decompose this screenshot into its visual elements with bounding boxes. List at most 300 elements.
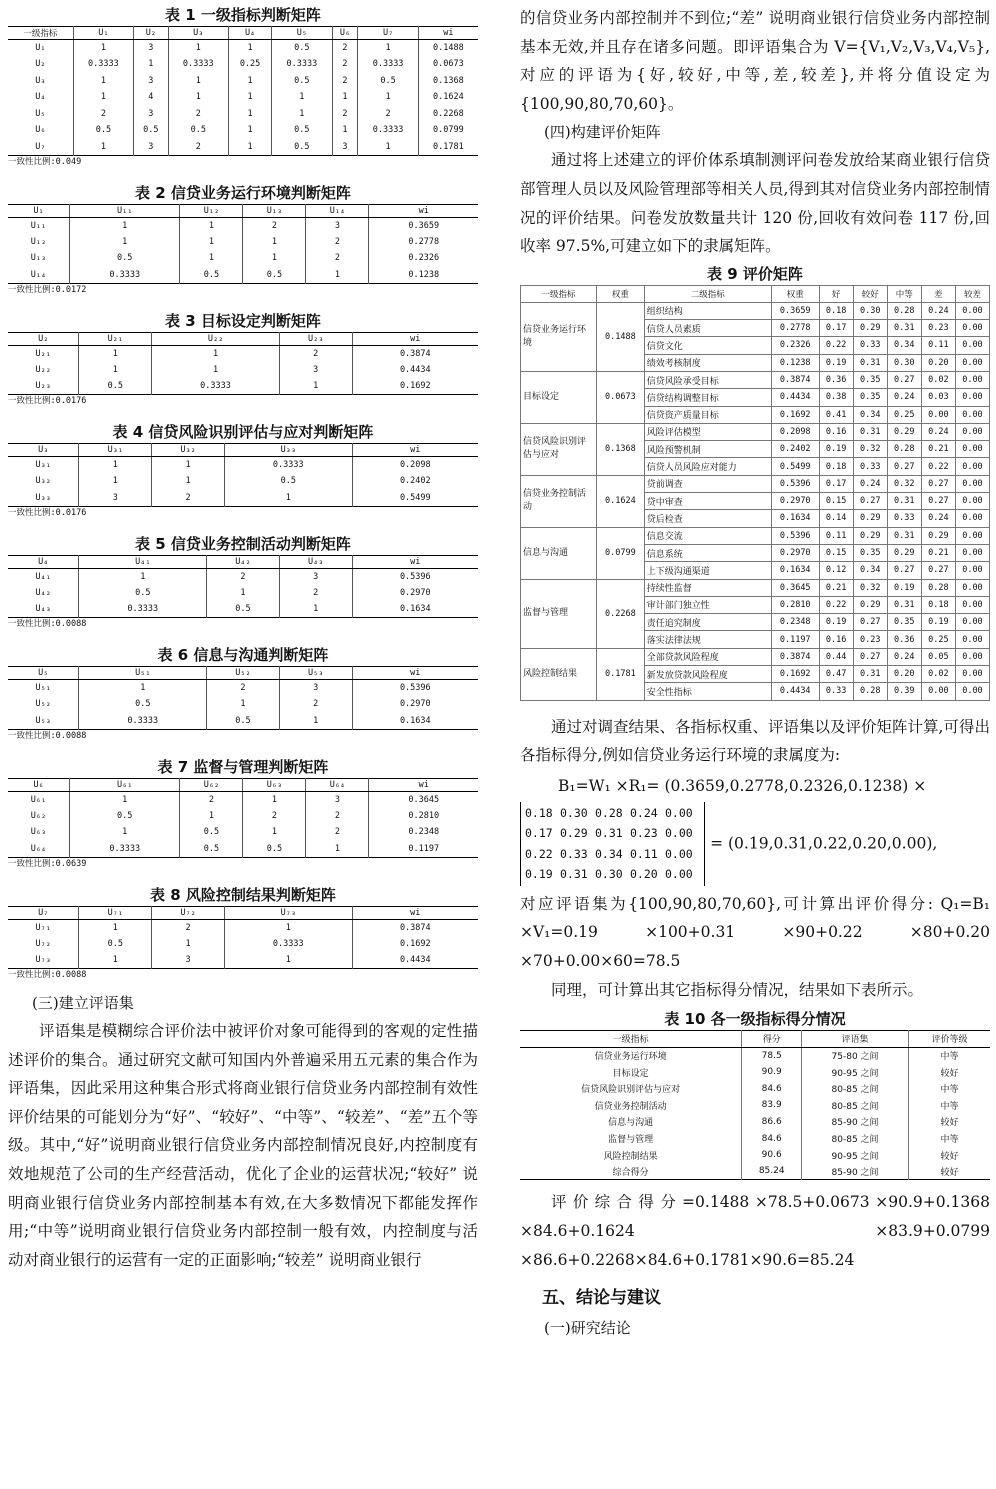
- matrix-cell: 0.23: [630, 826, 658, 841]
- table-cell: 0.33: [853, 337, 887, 354]
- table-cell: 0.00: [955, 302, 989, 319]
- table-cell: 0.20: [887, 665, 921, 682]
- matrix-cell: 0.29: [560, 826, 588, 841]
- table-cell: 2: [207, 568, 280, 585]
- table-5-judgment-matrix: [8, 555, 478, 619]
- primary-indicator: 监督与管理: [521, 579, 597, 648]
- table-cell: 2: [207, 680, 280, 697]
- table-cell: 2: [168, 139, 228, 156]
- table-cell: 1: [69, 234, 180, 251]
- secondary-indicator: 新发放贷款风险程度: [644, 665, 771, 682]
- table-2-title: 表 2 信贷业务运行环境判断矩阵: [135, 183, 351, 202]
- table-cell: 0.1488: [418, 40, 478, 57]
- table-cell: U₁₄: [30, 269, 47, 280]
- table-cell: 0.18: [921, 596, 955, 613]
- table-row: [8, 919, 478, 936]
- table-cell: 0.4434: [771, 683, 819, 700]
- table-cell: 1: [332, 122, 358, 139]
- table-cell: 0.12: [819, 562, 853, 579]
- matrix-cell: 0.11: [630, 846, 658, 861]
- table-cell: U₁: [35, 43, 46, 53]
- table-cell: 1: [152, 473, 225, 490]
- table-cell: 0.5: [79, 696, 207, 713]
- column-header: 评价等级: [909, 1031, 990, 1048]
- table-cell: 1: [79, 952, 152, 969]
- table-cell: 80-85 之间: [802, 1097, 909, 1114]
- table-cell: 0.27: [887, 562, 921, 579]
- table-cell: 1: [224, 952, 352, 969]
- table-cell: 0.29: [853, 320, 887, 337]
- column-header: U₃₂: [152, 444, 225, 457]
- table-cell: 0.5: [243, 841, 306, 858]
- table-cell: 0.2402: [771, 441, 819, 458]
- table-header-row: [8, 778, 478, 791]
- table-cell: 0.1634: [771, 562, 819, 579]
- table-row: [8, 122, 478, 139]
- table-cell: U₂₁: [35, 348, 51, 359]
- table-cell: 0.3333: [69, 841, 180, 858]
- table-row: [8, 808, 478, 825]
- primary-indicator: 风险控制结果: [521, 648, 597, 700]
- table-cell: 1: [229, 122, 272, 139]
- table-cell: 0.5396: [771, 527, 819, 544]
- table-cell: 3: [134, 73, 168, 90]
- table-cell: 0.35: [853, 371, 887, 388]
- table-4-title: 表 4 信贷风险识别评估与应对判断矩阵: [112, 423, 374, 441]
- table-cell: U₁₂: [30, 236, 47, 247]
- table-cell: 2: [168, 106, 228, 123]
- primary-weight: 0.2268: [597, 579, 645, 648]
- table-cell: 0.00: [955, 631, 989, 648]
- table-cell: 0.5: [180, 841, 243, 858]
- table-cell: 0.3333: [358, 122, 418, 139]
- table-cell: U₃: [35, 75, 46, 86]
- column-header: 得分: [742, 1031, 802, 1048]
- table-10-scores: [520, 1030, 990, 1180]
- table-8-judgment-matrix: [8, 906, 478, 970]
- table-cell: 0.0799: [418, 122, 478, 139]
- table-cell: 0.5: [79, 378, 152, 395]
- table-cell: U₇₁: [35, 922, 51, 933]
- column-header: U₁₃: [243, 204, 306, 217]
- table-row: [8, 345, 478, 362]
- consistency-ratio: 一致性比例:0.0088: [8, 730, 87, 741]
- table-cell: 0.29: [887, 544, 921, 561]
- table-cell: 0.22: [921, 458, 955, 475]
- table-row: [8, 40, 478, 57]
- table-cell: 0.30: [887, 354, 921, 371]
- column-header: U₅₃: [279, 667, 352, 680]
- table-cell: 1: [79, 457, 152, 474]
- column-header: 中等: [887, 285, 921, 302]
- table-cell: 0.19: [887, 579, 921, 596]
- table-cell: 0.5: [69, 250, 180, 267]
- table-cell: 0.2326: [369, 250, 478, 267]
- table-cell: 0.2268: [418, 106, 478, 123]
- table-cell: 0.33: [819, 683, 853, 700]
- table-cell: 信息与沟通: [608, 1118, 654, 1129]
- table-cell: 85-90 之间: [802, 1163, 909, 1180]
- table-cell: 0.1197: [369, 841, 478, 858]
- table-cell: 0.1634: [352, 713, 478, 730]
- matrix-cell: 0.00: [665, 867, 693, 882]
- matrix-cell: 0.31: [560, 867, 588, 882]
- table-2-judgment-matrix: [8, 204, 478, 284]
- secondary-indicator: 贷后检查: [644, 510, 771, 527]
- column-header: wi: [418, 27, 478, 40]
- table-cell: 0.5: [272, 139, 332, 156]
- table-cell: 0.1634: [771, 510, 819, 527]
- table-cell: 0.35: [853, 389, 887, 406]
- primary-weight: 0.1781: [597, 648, 645, 700]
- table-cell: 3: [79, 490, 152, 507]
- paragraph-total-score: 评 价 综 合 得 分 =0.1488 ×78.5+0.0673 ×90.9+0.1368 ×84.6+0.1624 ×83.9+0.0799 ×86.6+0.2268×84.6+0.1781×90.6=85.24: [520, 1193, 990, 1269]
- matrix-cell: 0.34: [595, 846, 623, 861]
- column-header: wi: [369, 204, 478, 217]
- table-row: [8, 841, 478, 858]
- table-cell: 3: [332, 139, 358, 156]
- secondary-indicator: 信贷人员素质: [644, 320, 771, 337]
- matrix-cell: 0.00: [665, 826, 693, 841]
- table-cell: 90.6: [742, 1147, 802, 1164]
- formula-matrix-row: [520, 802, 990, 886]
- table-cell: 80-85 之间: [802, 1080, 909, 1097]
- table-cell: 0.27: [921, 475, 955, 492]
- paragraph-eval-levels-cont: 的信贷业务内部控制并不到位;“差” 说明商业银行信贷业务内部控制基本无效,并且存在诸多问题。即评语集合为 V={V₁,V₂,V₃,V₄,V₅},对应的评语为{好,较好,中等,差,较差},并将分值设定为{100,90,80,70,60}。: [520, 9, 990, 113]
- table-cell: 0.33: [853, 458, 887, 475]
- table-cell: 0.2970: [352, 585, 478, 602]
- secondary-indicator: 绩效考核制度: [644, 354, 771, 371]
- table-cell: 0.20: [921, 354, 955, 371]
- table-cell: 1: [152, 345, 280, 362]
- table-cell: 0.22: [819, 596, 853, 613]
- table-cell: 0.5: [272, 73, 332, 90]
- table-cell: 0.16: [819, 423, 853, 440]
- table-cell: 0.5: [224, 473, 352, 490]
- table-cell: 1: [306, 267, 369, 284]
- table-cell: 较好: [909, 1064, 990, 1081]
- matrix-cell: 0.30: [560, 805, 588, 820]
- table-row: [8, 56, 478, 73]
- column-header: U₂: [134, 27, 168, 40]
- consistency-ratio: 一致性比例:0.049: [8, 156, 82, 167]
- column-header: U₃: [168, 27, 228, 40]
- table-header-row: [8, 444, 478, 457]
- table-cell: 1: [152, 362, 280, 379]
- table-header-row: [521, 285, 990, 302]
- table-cell: U₂: [35, 59, 46, 70]
- table-cell: 1: [168, 89, 228, 106]
- table-cell: 0.16: [819, 631, 853, 648]
- table-cell: 0.35: [853, 544, 887, 561]
- table-cell: 1: [358, 89, 418, 106]
- secondary-indicator: 风险预警机制: [644, 441, 771, 458]
- table-cell: 信贷业务运行环境: [594, 1052, 667, 1063]
- table-header-row: [8, 906, 478, 919]
- table-cell: 1: [224, 919, 352, 936]
- table-cell: 1: [358, 139, 418, 156]
- column-header: U₆: [332, 27, 358, 40]
- table-cell: 3: [279, 680, 352, 697]
- table-row: [8, 713, 478, 730]
- table-row: [520, 1130, 990, 1147]
- column-header: U₆₃: [243, 778, 306, 791]
- table-row: [8, 568, 478, 585]
- table-3-judgment-matrix: [8, 332, 478, 396]
- table-cell: 0.03: [921, 389, 955, 406]
- table-cell: 0.31: [853, 354, 887, 371]
- consistency-ratio: 一致性比例:0.0088: [8, 619, 87, 629]
- table-cell: 1: [272, 106, 332, 123]
- table-cell: 90-95 之间: [802, 1147, 909, 1164]
- section-3-title: (三)建立评语集: [32, 994, 134, 1012]
- section-4-title: (四)构建评价矩阵: [544, 123, 661, 142]
- column-header: U₇₃: [224, 906, 352, 919]
- table-cell: 较好: [909, 1114, 990, 1131]
- table-cell: 0.31: [887, 493, 921, 510]
- matrix-cell: 0.22: [525, 846, 553, 861]
- column-header: U₄: [229, 27, 272, 40]
- paragraph-calculation: 通过对调查结果、各指标权重、评语集以及评价矩阵计算,可得出各指标得分,例如信贷业务运行环境的隶属度为:: [520, 717, 990, 765]
- column-header: U₄: [8, 555, 79, 568]
- table-cell: U₆₁: [30, 794, 47, 805]
- table-cell: 中等: [909, 1080, 990, 1097]
- table-1-judgment-matrix: [8, 26, 478, 156]
- column-header: U₆₂: [180, 778, 243, 791]
- matrix-cell: 0.33: [560, 846, 588, 861]
- table-cell: 1: [73, 73, 133, 90]
- membership-matrix-r1: [520, 802, 705, 886]
- table-4-judgment-matrix: [8, 443, 478, 507]
- column-header: wi: [369, 778, 478, 791]
- table-cell: U₄: [35, 92, 46, 103]
- table-cell: 0.30: [853, 302, 887, 319]
- table-cell: 4: [134, 89, 168, 106]
- table-cell: 0.00: [921, 683, 955, 700]
- table-row: [521, 527, 990, 544]
- table-cell: 0.5: [207, 713, 280, 730]
- column-header: wi: [352, 906, 478, 919]
- table-cell: 0.5: [79, 936, 152, 953]
- table-cell: 1: [243, 791, 306, 808]
- table-cell: 0.25: [921, 631, 955, 648]
- table-cell: U₂₂: [35, 364, 51, 375]
- column-header: U₆: [8, 778, 69, 791]
- table-cell: 0.11: [819, 527, 853, 544]
- table-cell: 0.41: [819, 406, 853, 423]
- table-9-title: 表 9 评价矩阵: [707, 264, 803, 283]
- table-cell: 0.24: [921, 423, 955, 440]
- primary-weight: 0.0673: [597, 371, 645, 423]
- table-cell: 0.5: [134, 122, 168, 139]
- table-row: [520, 1080, 990, 1097]
- secondary-indicator: 风险评估模型: [644, 423, 771, 440]
- matrix-cell: 0.00: [665, 805, 693, 820]
- table-cell: 1: [134, 56, 168, 73]
- table-cell: 监督与管理: [608, 1135, 654, 1145]
- table-cell: 0.29: [921, 527, 955, 544]
- table-row: [8, 250, 478, 267]
- matrix-row: [525, 864, 700, 885]
- table-cell: 信贷风险识别评估与应对: [581, 1085, 681, 1096]
- table-row: [520, 1147, 990, 1164]
- table-cell: 0.00: [955, 579, 989, 596]
- table-cell: 0.21: [819, 579, 853, 596]
- table-cell: 0.3645: [369, 791, 478, 808]
- table-cell: U₅₁: [35, 683, 51, 693]
- table-cell: 0.1624: [418, 89, 478, 106]
- secondary-indicator: 贷前调查: [644, 475, 771, 492]
- table-cell: 0.24: [921, 510, 955, 527]
- matrix-row: [525, 803, 700, 824]
- table-cell: 0.2970: [771, 544, 819, 561]
- table-cell: U₆₄: [30, 843, 47, 854]
- matrix-cell: 0.00: [665, 846, 693, 861]
- table-cell: 0.27: [921, 562, 955, 579]
- table-cell: 0.28: [853, 683, 887, 700]
- table-cell: 0.00: [955, 648, 989, 665]
- table-cell: 0.4434: [771, 389, 819, 406]
- table-cell: 0.5: [243, 267, 306, 284]
- table-cell: 中等: [909, 1130, 990, 1147]
- table-cell: 0.3333: [79, 713, 207, 730]
- table-8-title: 表 8 风险控制结果判断矩阵: [150, 885, 336, 904]
- table-cell: 0.17: [819, 475, 853, 492]
- table-cell: 0.5: [168, 122, 228, 139]
- table-cell: 0.00: [955, 683, 989, 700]
- table-cell: 2: [279, 345, 352, 362]
- table-cell: 0.4434: [352, 952, 478, 969]
- secondary-indicator: 信息系统: [644, 544, 771, 561]
- table-cell: 1: [180, 250, 243, 267]
- table-cell: 0.33: [887, 510, 921, 527]
- column-header: 一级指标: [520, 1031, 742, 1048]
- table-cell: 0.3659: [369, 217, 478, 234]
- table-cell: 较好: [909, 1163, 990, 1180]
- table-cell: 0.36: [819, 371, 853, 388]
- table-cell: 0.00: [955, 544, 989, 561]
- table-cell: 0.3333: [272, 56, 332, 73]
- table-cell: 1: [73, 89, 133, 106]
- table-row: [8, 601, 478, 618]
- table-row: [520, 1097, 990, 1114]
- table-cell: 0.3659: [771, 302, 819, 319]
- table-cell: 中等: [909, 1097, 990, 1114]
- table-cell: 0.17: [819, 320, 853, 337]
- table-cell: U₁₁: [30, 220, 47, 231]
- table-cell: 3: [134, 106, 168, 123]
- table-cell: 0.3333: [152, 378, 280, 395]
- table-cell: 0.00: [955, 441, 989, 458]
- table-cell: 0.3333: [69, 267, 180, 284]
- consistency-ratio: 一致性比例:0.0176: [8, 507, 87, 518]
- column-header: U₆₄: [306, 778, 369, 791]
- table-cell: U₆: [35, 125, 46, 136]
- table-cell: 0.2348: [369, 824, 478, 841]
- table-cell: 0.18: [819, 302, 853, 319]
- table-cell: 0.00: [955, 406, 989, 423]
- column-header: U₁₂: [180, 204, 243, 217]
- table-cell: 0.5499: [771, 458, 819, 475]
- paragraph-score: 对应评语集为{100,90,80,70,60},可计算出评价得分: Q₁=B₁ ×V₁=0.19 ×100+0.31 ×90+0.22 ×80+0.20 ×70+0.00×60=78.5: [520, 894, 990, 970]
- column-header: wi: [352, 332, 478, 345]
- table-row: [8, 139, 478, 156]
- paragraph-questionnaire: 通过将上述建立的评价体系填制测评问卷发放给某商业银行信贷部管理人员以及风险管理部等相关人员,得到其对信贷业务内部控制情况的评价结果。问卷发放数量共计 120 份,回收有效问卷 117 份,回收率 97.5%,可建立如下的隶属矩阵。: [520, 151, 990, 256]
- table-cell: 2: [152, 919, 225, 936]
- column-header: 较差: [955, 285, 989, 302]
- table-cell: 0.47: [819, 665, 853, 682]
- table-cell: U₅₂: [35, 699, 51, 710]
- table-cell: 0.2402: [352, 473, 478, 490]
- table-cell: 0.00: [955, 371, 989, 388]
- table-row: [8, 457, 478, 474]
- table-cell: 3: [279, 362, 352, 379]
- table-cell: 0.24: [921, 302, 955, 319]
- column-header: U₄₁: [79, 555, 207, 568]
- table-row: [520, 1064, 990, 1081]
- table-row: [8, 585, 478, 602]
- secondary-indicator: 信贷结构调整目标: [644, 389, 771, 406]
- table-cell: 1: [79, 680, 207, 697]
- table-row: [521, 423, 990, 440]
- column-header: 一级指标: [521, 285, 597, 302]
- table-cell: 83.9: [742, 1097, 802, 1114]
- table-cell: 0.2970: [771, 493, 819, 510]
- table-cell: 1: [79, 568, 207, 585]
- primary-weight: 0.1368: [597, 423, 645, 475]
- table-cell: 0.25: [229, 56, 272, 73]
- table-cell: 0.3333: [168, 56, 228, 73]
- section-5-title: 五、结论与建议: [542, 1288, 661, 1309]
- table-cell: 2: [332, 106, 358, 123]
- table-cell: 0.00: [955, 596, 989, 613]
- table-cell: 2: [306, 250, 369, 267]
- table-cell: 0.5: [207, 601, 280, 618]
- table-cell: 0.2098: [352, 457, 478, 474]
- table-cell: U₆₂: [30, 810, 47, 821]
- table-header-row: [8, 667, 478, 680]
- table-cell: 90.9: [742, 1064, 802, 1081]
- table-cell: 0.5396: [352, 568, 478, 585]
- table-cell: 3: [134, 40, 168, 57]
- table-cell: U₅: [35, 108, 46, 119]
- table-cell: 0.00: [955, 493, 989, 510]
- table-cell: 1: [180, 217, 243, 234]
- table-cell: 1: [279, 378, 352, 395]
- table-cell: U₄₃: [35, 604, 51, 614]
- secondary-indicator: 信贷资产质量目标: [644, 406, 771, 423]
- secondary-indicator: 上下级沟通渠道: [644, 562, 771, 579]
- table-cell: U₅₃: [35, 715, 51, 726]
- table-cell: 0.23: [921, 320, 955, 337]
- table-cell: 0.31: [887, 596, 921, 613]
- column-header: wi: [352, 667, 478, 680]
- table-row: [8, 791, 478, 808]
- primary-indicator: 信贷业务控制活动: [521, 475, 597, 527]
- table-cell: 0.5396: [771, 475, 819, 492]
- table-row: [8, 267, 478, 284]
- left-column: [8, 4, 478, 1274]
- table-cell: 1: [69, 824, 180, 841]
- matrix-row: [525, 823, 700, 844]
- table-cell: 0.29: [853, 596, 887, 613]
- table-cell: 0.3333: [224, 936, 352, 953]
- column-header: U₂: [8, 332, 79, 345]
- secondary-indicator: 审计部门独立性: [644, 596, 771, 613]
- table-cell: 0.00: [955, 423, 989, 440]
- column-header: U₅: [8, 667, 79, 680]
- table-cell: 0.1692: [771, 665, 819, 682]
